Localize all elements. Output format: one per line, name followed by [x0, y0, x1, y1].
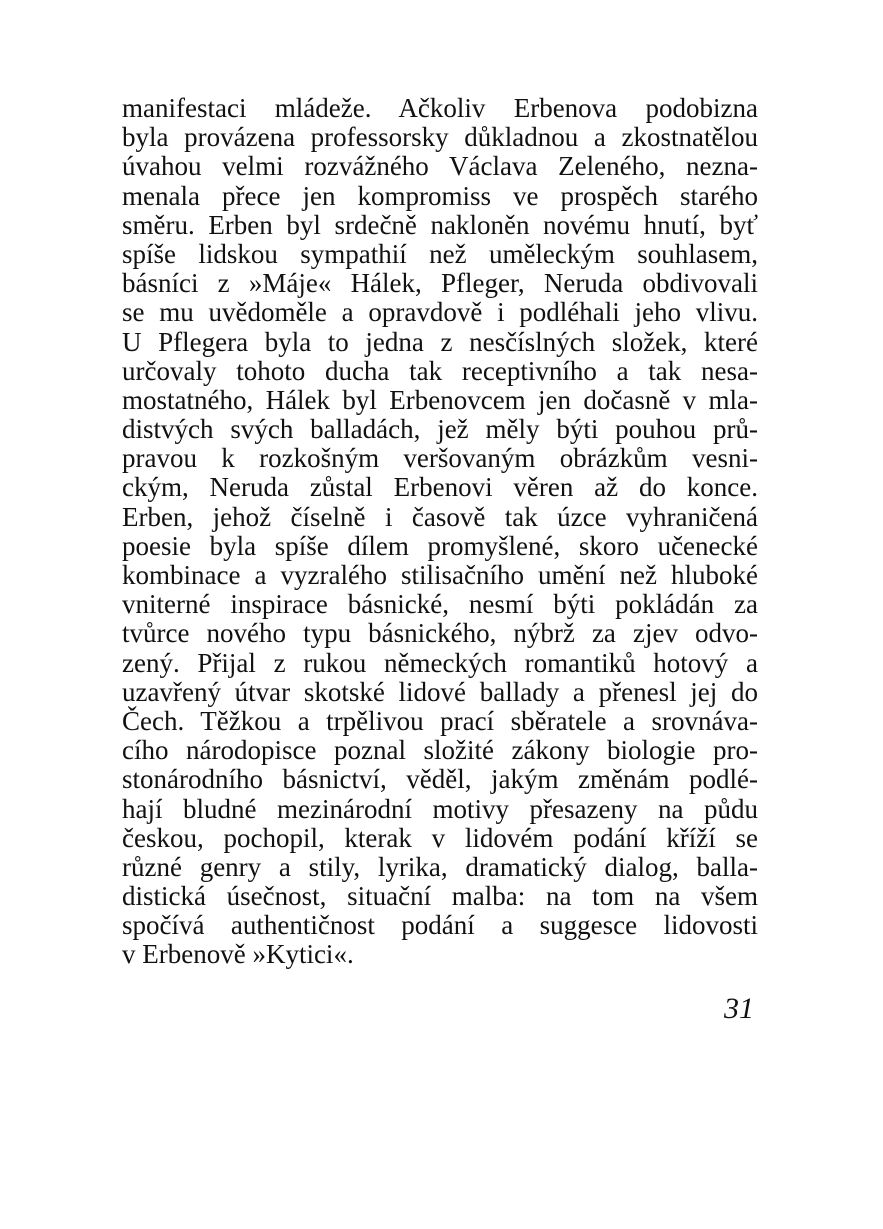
text-line: distická úsečnost, situační malba: na tom na všem	[122, 881, 758, 912]
text-line: hají bludné mezinárodní motivy přesazeny na půdu	[122, 793, 758, 824]
text-line: Erben, jehož číselně i časově tak úzce vyhraničená	[122, 501, 758, 532]
text-line: mostatného, Hálek byl Erbenovcem jen dočasně v mla-	[122, 384, 758, 415]
text-line: stonárodního básnictví, věděl, jakým změnám podlé-	[122, 764, 758, 795]
text-line: se mu uvědoměle a opravdově i podléhali jeho vlivu.	[122, 297, 758, 328]
text-line: Čech. Těžkou a trpělivou prací sběratele a srovnáva-	[122, 705, 758, 736]
text-line: cího národopisce poznal složité zákony biologie pro-	[122, 735, 758, 766]
text-line: vniterné inspirace básnické, nesmí býti pokládán za	[122, 589, 758, 620]
text-line: různé genry a stily, lyrika, dramatický dialog, balla-	[122, 851, 758, 882]
page-number: 31	[724, 992, 754, 1025]
text-line: směru. Erben byl srdečně nakloněn novému hnutí, byť	[122, 209, 758, 240]
text-line: U Pflegera byla to jedna z nesčíslných složek, které	[122, 326, 758, 357]
text-line: v Erbenově »Kytici«.	[122, 939, 354, 970]
text-line: kombinace a vyzralého stilisačního umění než hluboké	[122, 560, 758, 590]
text-line: manifestaci mládeže. Ačkoliv Erbenova podobizna	[122, 93, 758, 123]
text-line: spočívá authentičnost podání a suggesce lidovosti	[122, 910, 758, 941]
text-line: básníci z »Máje« Hálek, Pfleger, Neruda obdivovali	[122, 268, 758, 299]
text-line: pravou k rozkošným veršovaným obrázkům vesni-	[122, 443, 758, 474]
text-line: zený. Přijal z rukou německých romantiků hotový a	[122, 647, 758, 678]
text-line: menala přece jen kompromiss ve prospěch starého	[122, 180, 758, 211]
text-line: tvůrce nového typu básnického, nýbrž za zjev odvo-	[122, 618, 758, 649]
text-line: ckým, Neruda zůstal Erbenovi věren až do konce.	[122, 472, 758, 503]
text-line: poesie byla spíše dílem promyšlené, skoro učenecké	[122, 530, 758, 561]
body-text	[122, 94, 758, 970]
text-line: uzavřený útvar skotské lidové ballady a přenesl jej do	[122, 676, 758, 707]
text-line: byla provázena professorsky důkladnou a zkostnatělou	[122, 122, 758, 153]
text-line: českou, pochopil, kterak v lidovém podání kříží se	[122, 822, 758, 853]
text-line: určovaly tohoto ducha tak receptivního a tak nesa-	[122, 355, 758, 386]
text-line: distvých svých balladách, jež měly býti pouhou prů-	[122, 414, 758, 445]
text-line: spíše lidskou sympathií než uměleckým souhlasem,	[122, 238, 758, 269]
text-line: úvahou velmi rozvážného Václava Zeleného, nezna-	[122, 151, 758, 182]
